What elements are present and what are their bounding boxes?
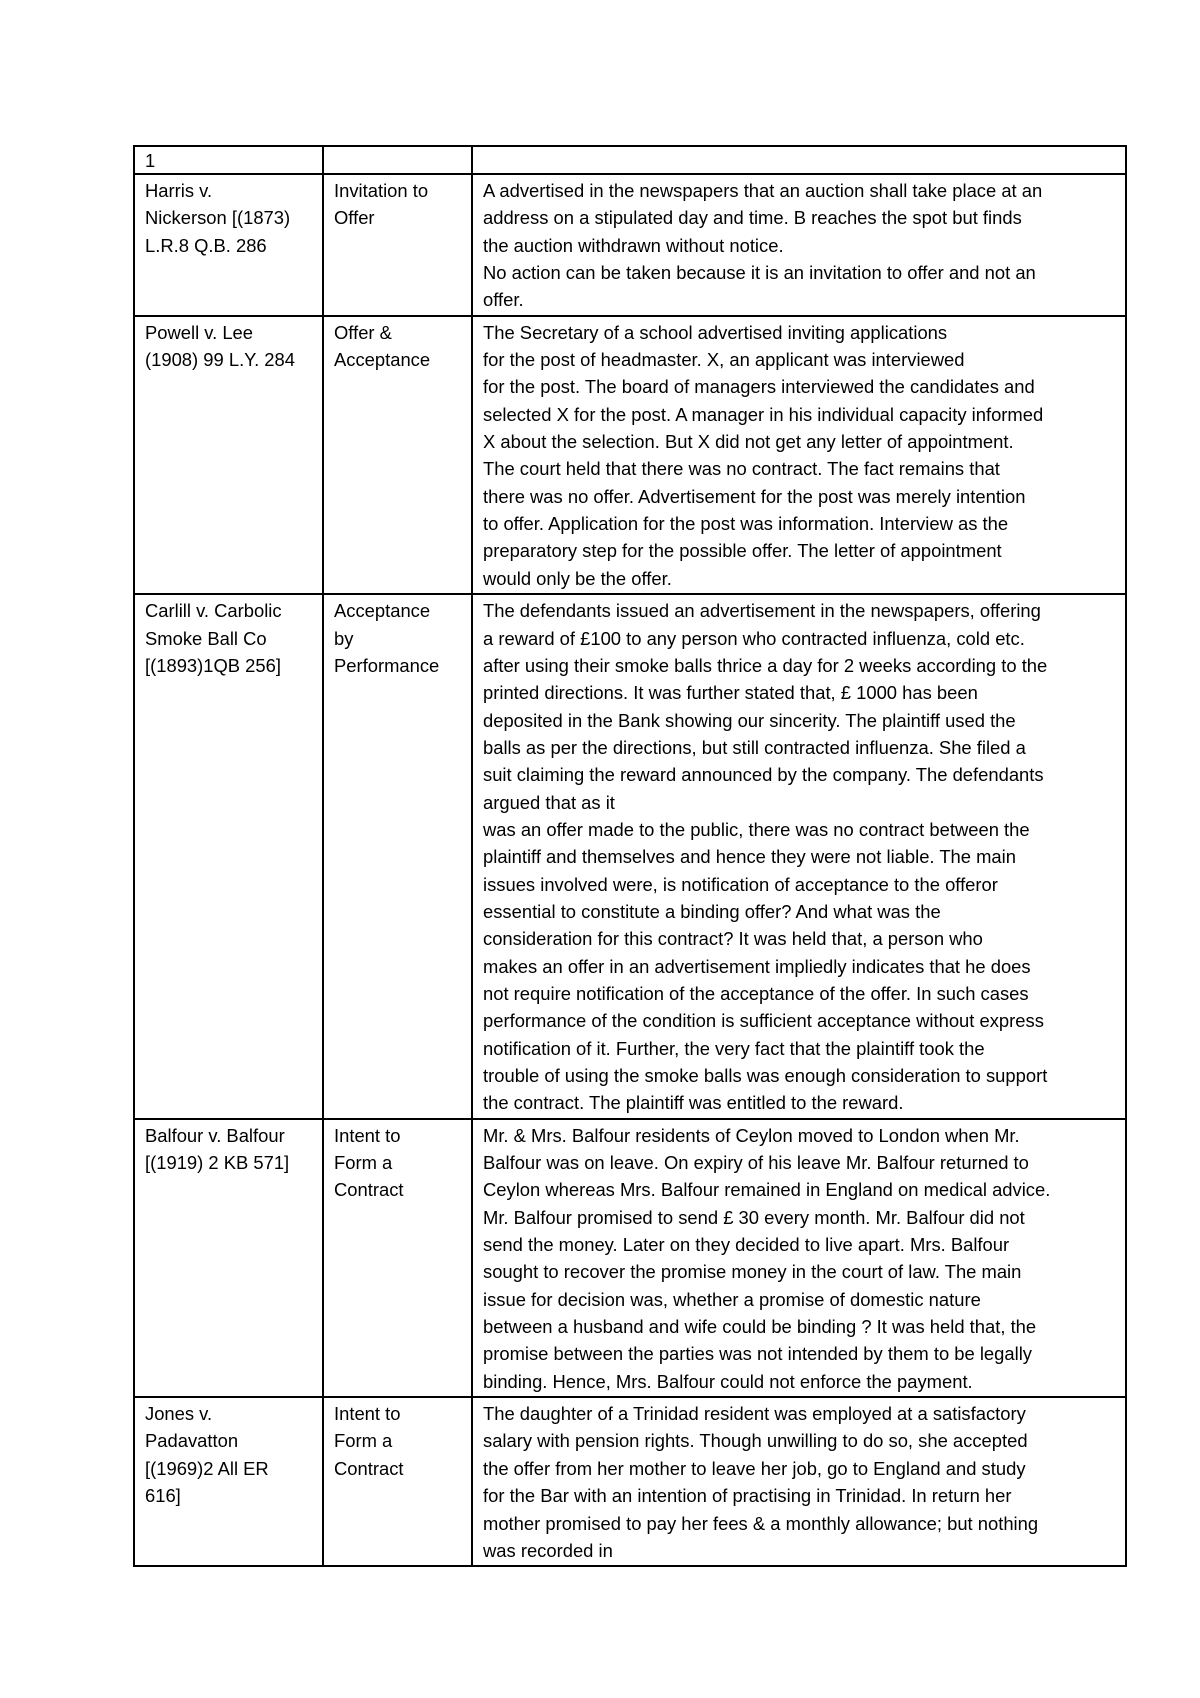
topic-cell [323,594,472,1119]
facts-line: to offer. Application for the post was information. Interview as the [483,513,1009,535]
facts-line: preparatory step for the possible offer. The letter of appointment [483,540,1002,562]
facts-line: balls as per the directions, but still contracted influenza. She filed a [483,736,1026,758]
facts-line: was an offer made to the public, there was no contract between the [483,818,1030,840]
facts-line: for the Bar with an intention of practising in Trinidad. In return her [483,1485,1012,1507]
facts-line: a reward of £100 to any person who contracted influenza, cold etc. [483,627,1025,649]
table-row [134,316,1126,594]
facts-line: issue for decision was, whether a promise of domestic nature [483,1288,981,1310]
case-name-cell [134,1119,323,1397]
topic-line: Intent to [334,1124,401,1146]
case-name-line: Powell v. Lee [145,321,254,343]
facts-line: sought to recover the promise money in the court of law. The main [483,1261,1022,1283]
header-facts-cell [472,146,1126,174]
case-name-line: Balfour v. Balfour [145,1124,285,1146]
facts-line: the auction withdrawn without notice. [483,234,784,256]
topic-line: Offer [334,207,375,229]
facts-line: The daughter of a Trinidad resident was employed at a satisfactory [483,1403,1026,1425]
case-name-line: L.R.8 Q.B. 286 [145,234,267,256]
header-topic-cell [323,146,472,174]
case-name-line: Smoke Ball Co [145,627,267,649]
facts-line: deposited in the Bank showing our sincerity. The plaintiff used the [483,709,1016,731]
facts-line: send the money. Later on they decided to live apart. Mrs. Balfour [483,1234,1010,1256]
facts-line: Balfour was on leave. On expiry of his leave Mr. Balfour returned to [483,1152,1029,1174]
table-row [134,1397,1126,1566]
facts-line: The court held that there was no contract. The fact remains that [483,458,1000,480]
case-name-line: [(1893)1QB 256] [145,654,281,676]
facts-line: offer. [483,289,524,311]
facts-line: The defendants issued an advertisement in the newspapers, offering [483,600,1041,622]
facts-line: plaintiff and themselves and hence they were not liable. The main [483,846,1016,868]
topic-cell [323,316,472,594]
facts-line: address on a stipulated day and time. B reaches the spot but finds [483,207,1022,229]
facts-line: binding. Hence, Mrs. Balfour could not enforce the payment. [483,1370,973,1392]
facts-cell [472,174,1126,316]
facts-line: issues involved were, is notification of acceptance to the offeror [483,873,998,895]
row-number-cell: 1 [134,146,323,174]
facts-line: Ceylon whereas Mrs. Balfour remained in England on medical advice. [483,1179,1051,1201]
topic-line: Intent to [334,1403,401,1425]
case-law-table [133,145,1127,1567]
facts-line: selected X for the post. A manager in his individual capacity informed [483,403,1044,425]
case-name-cell [134,316,323,594]
facts-line: consideration for this contract? It was held that, a person who [483,928,983,950]
topic-line: Invitation to [334,180,429,201]
case-name-line: 616] [145,1485,181,1507]
facts-line: the contract. The plaintiff was entitled to the reward. [483,1092,904,1114]
case-name-cell [134,1397,323,1566]
case-name-line: Nickerson [(1873) [145,207,291,229]
topic-line: Contract [334,1179,404,1201]
case-name-line: [(1969)2 All ER [145,1457,269,1479]
case-name-line: Harris v. [145,180,213,201]
facts-line: performance of the condition is sufficient acceptance without express [483,1010,1044,1032]
topic-line: Acceptance [334,600,431,622]
topic-line: Form a [334,1152,393,1174]
facts-line: essential to constitute a binding offer? And what was the [483,900,941,922]
facts-line: not require notification of the acceptance of the offer. In such cases [483,982,1029,1004]
table-row [134,594,1126,1119]
facts-cell [472,594,1126,1119]
table-row [134,174,1126,316]
facts-line: between a husband and wife could be binding ? It was held that, the [483,1316,1037,1338]
facts-line: notification of it. Further, the very fact that the plaintiff took the [483,1037,985,1059]
topic-line: Contract [334,1457,404,1479]
topic-line: Offer & [334,321,392,343]
table-header-row [134,146,1126,174]
facts-line: trouble of using the smoke balls was enough consideration to support [483,1065,1048,1086]
case-name-line: Carlill v. Carbolic [145,600,282,622]
facts-cell [472,316,1126,594]
facts-line: after using their smoke balls thrice a day for 2 weeks according to the [483,654,1048,676]
topic-line: Performance [334,654,440,676]
facts-line: The Secretary of a school advertised inviting applications [483,321,948,343]
case-name-line: Jones v. [145,1403,213,1425]
topic-cell [323,1397,472,1566]
facts-line: A advertised in the newspapers that an auction shall take place at an [483,180,1043,201]
case-name-line: Padavatton [145,1430,239,1452]
facts-line: makes an offer in an advertisement impliedly indicates that he does [483,955,1031,977]
topic-line: Acceptance [334,349,431,371]
facts-line: printed directions. It was further stated that, £ 1000 has been [483,682,978,704]
facts-line: for the post. The board of managers interviewed the candidates and [483,376,1035,398]
facts-line: suit claiming the reward announced by the company. The defendants [483,764,1044,786]
topic-line: by [334,627,354,649]
case-name-cell [134,594,323,1119]
topic-line: Form a [334,1430,393,1452]
facts-line: was recorded in [483,1539,613,1561]
case-name-line: (1908) 99 L.Y. 284 [145,349,295,371]
case-name-cell [134,174,323,316]
case-name-line: [(1919) 2 KB 571] [145,1152,290,1174]
topic-cell [323,1119,472,1397]
facts-cell [472,1119,1126,1397]
facts-line: Mr. Balfour promised to send £ 30 every month. Mr. Balfour did not [483,1206,1025,1228]
facts-line: for the post of headmaster. X, an applicant was interviewed [483,349,965,371]
facts-line: salary with pension rights. Though unwilling to do so, she accepted [483,1430,1028,1452]
facts-line: mother promised to pay her fees & a monthly allowance; but nothing [483,1512,1039,1534]
table-row [134,1119,1126,1397]
facts-cell [472,1397,1126,1566]
topic-cell [323,174,472,316]
facts-line: Mr. & Mrs. Balfour residents of Ceylon moved to London when Mr. [483,1124,1020,1146]
facts-line: promise between the parties was not intended by them to be legally [483,1343,1032,1365]
facts-line: argued that as it [483,791,615,813]
facts-line: there was no offer. Advertisement for the post was merely intention [483,485,1026,507]
facts-line: the offer from her mother to leave her job, go to England and study [483,1457,1026,1479]
facts-line: would only be the offer. [483,567,672,589]
facts-line: X about the selection. But X did not get any letter of appointment. [483,431,1014,453]
facts-line: No action can be taken because it is an invitation to offer and not an [483,262,1036,284]
